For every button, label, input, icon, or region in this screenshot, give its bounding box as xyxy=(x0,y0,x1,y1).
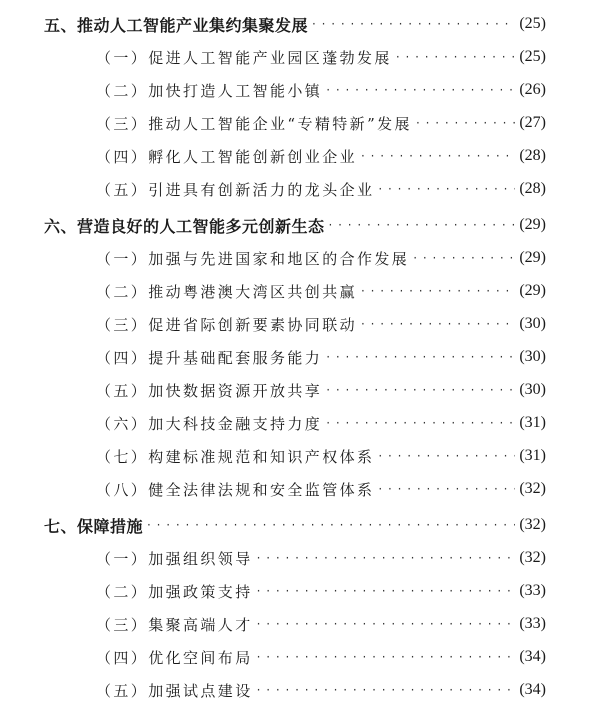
toc-entry[interactable] xyxy=(96,477,546,501)
toc-entry-title: （一）加强组织领导 xyxy=(96,549,253,568)
dot-leader xyxy=(257,645,516,669)
toc-entry[interactable] xyxy=(96,444,546,468)
toc-page-number: (27) xyxy=(519,114,546,131)
toc-page-number: (26) xyxy=(519,81,546,98)
toc-entry-title: 六、营造良好的人工智能多元创新生态 xyxy=(44,216,325,236)
toc-entry[interactable] xyxy=(96,312,546,336)
toc-entry-title: （六）加大科技金融支持力度 xyxy=(96,414,323,433)
toc-entry-title: （三）推动人工智能企业“专精特新”发展 xyxy=(96,114,412,133)
dot-leader xyxy=(326,411,515,435)
dot-leader xyxy=(312,12,515,36)
toc-entry[interactable] xyxy=(96,378,546,402)
toc-entry-title: （三）促进省际创新要素协同联动 xyxy=(96,315,358,334)
toc-page-number: (29) xyxy=(519,282,546,299)
dot-leader xyxy=(378,444,515,468)
toc-entry[interactable] xyxy=(96,144,546,168)
toc-entry[interactable] xyxy=(96,45,546,69)
toc-page-number: (29) xyxy=(519,249,546,266)
toc-page-number: (29) xyxy=(519,216,546,233)
toc-page-number: (25) xyxy=(519,48,546,65)
toc-page-number: (31) xyxy=(519,414,546,431)
toc-entry-title: （二）推动粤港澳大湾区共创共赢 xyxy=(96,282,358,301)
toc-entry-title: （五）加强试点建设 xyxy=(96,681,253,700)
dot-leader xyxy=(326,378,515,402)
toc-page-number: (34) xyxy=(519,681,546,698)
toc-entry[interactable] xyxy=(96,579,546,603)
toc-entry-title: （二）加快打造人工智能小镇 xyxy=(96,81,323,100)
toc-entry[interactable] xyxy=(96,546,546,570)
dot-leader xyxy=(326,78,515,102)
toc-page-number: (25) xyxy=(519,15,546,32)
toc-entry[interactable] xyxy=(44,213,546,237)
toc-entry-title: （一）加强与先进国家和地区的合作发展 xyxy=(96,249,410,268)
toc-page-number: (30) xyxy=(519,348,546,365)
toc-entry[interactable] xyxy=(44,513,546,537)
toc-entry[interactable] xyxy=(96,78,546,102)
toc-entry[interactable] xyxy=(96,177,546,201)
toc-entry[interactable] xyxy=(96,645,546,669)
toc-entry-title: （四）提升基础配套服务能力 xyxy=(96,348,323,367)
toc-entry[interactable] xyxy=(96,678,546,702)
dot-leader xyxy=(326,345,515,369)
toc-page-number: (30) xyxy=(519,315,546,332)
toc-entry[interactable] xyxy=(44,12,546,36)
dot-leader xyxy=(413,246,515,270)
dot-leader xyxy=(257,579,516,603)
toc-entry-title: （四）孵化人工智能创新创业企业 xyxy=(96,147,358,166)
toc-entry-title: （五）引进具有创新活力的龙头企业 xyxy=(96,180,375,199)
toc-entry[interactable] xyxy=(96,411,546,435)
toc-entry-title: （一）促进人工智能产业园区蓬勃发展 xyxy=(96,48,392,67)
toc-entry-title: 五、推动人工智能产业集约集聚发展 xyxy=(44,15,309,35)
toc-entry[interactable] xyxy=(96,246,546,270)
toc-entry-title: （五）加快数据资源开放共享 xyxy=(96,381,323,400)
toc-page-number: (32) xyxy=(519,480,546,497)
toc-page-number: (33) xyxy=(519,582,546,599)
toc-entry-title: （四）优化空间布局 xyxy=(96,648,253,667)
dot-leader xyxy=(378,177,515,201)
toc-page-number: (32) xyxy=(519,516,546,533)
dot-leader xyxy=(361,144,515,168)
dot-leader xyxy=(329,213,516,237)
toc-page-number: (34) xyxy=(519,648,546,665)
dot-leader xyxy=(257,612,516,636)
toc-entry[interactable] xyxy=(96,612,546,636)
dot-leader xyxy=(361,279,515,303)
toc-page-number: (33) xyxy=(519,615,546,632)
dot-leader xyxy=(378,477,515,501)
toc-entry[interactable] xyxy=(96,345,546,369)
toc-entry-title: （二）加强政策支持 xyxy=(96,582,253,601)
dot-leader xyxy=(416,111,515,135)
dot-leader xyxy=(396,45,516,69)
dot-leader xyxy=(257,678,516,702)
dot-leader xyxy=(257,546,516,570)
toc-page-number: (31) xyxy=(519,447,546,464)
toc-page-number: (32) xyxy=(519,549,546,566)
dot-leader xyxy=(147,513,515,537)
toc-entry-title: 七、保障措施 xyxy=(44,516,144,536)
toc-entry[interactable] xyxy=(96,111,546,135)
toc-page-number: (28) xyxy=(519,147,546,164)
toc-page-number: (30) xyxy=(519,381,546,398)
toc-entry[interactable] xyxy=(96,279,546,303)
toc-entry-title: （七）构建标准规范和知识产权体系 xyxy=(96,447,375,466)
toc-entry-title: （三）集聚高端人才 xyxy=(96,615,253,634)
dot-leader xyxy=(361,312,515,336)
toc-page-number: (28) xyxy=(519,180,546,197)
toc-entry-title: （八）健全法律法规和安全监管体系 xyxy=(96,480,375,499)
